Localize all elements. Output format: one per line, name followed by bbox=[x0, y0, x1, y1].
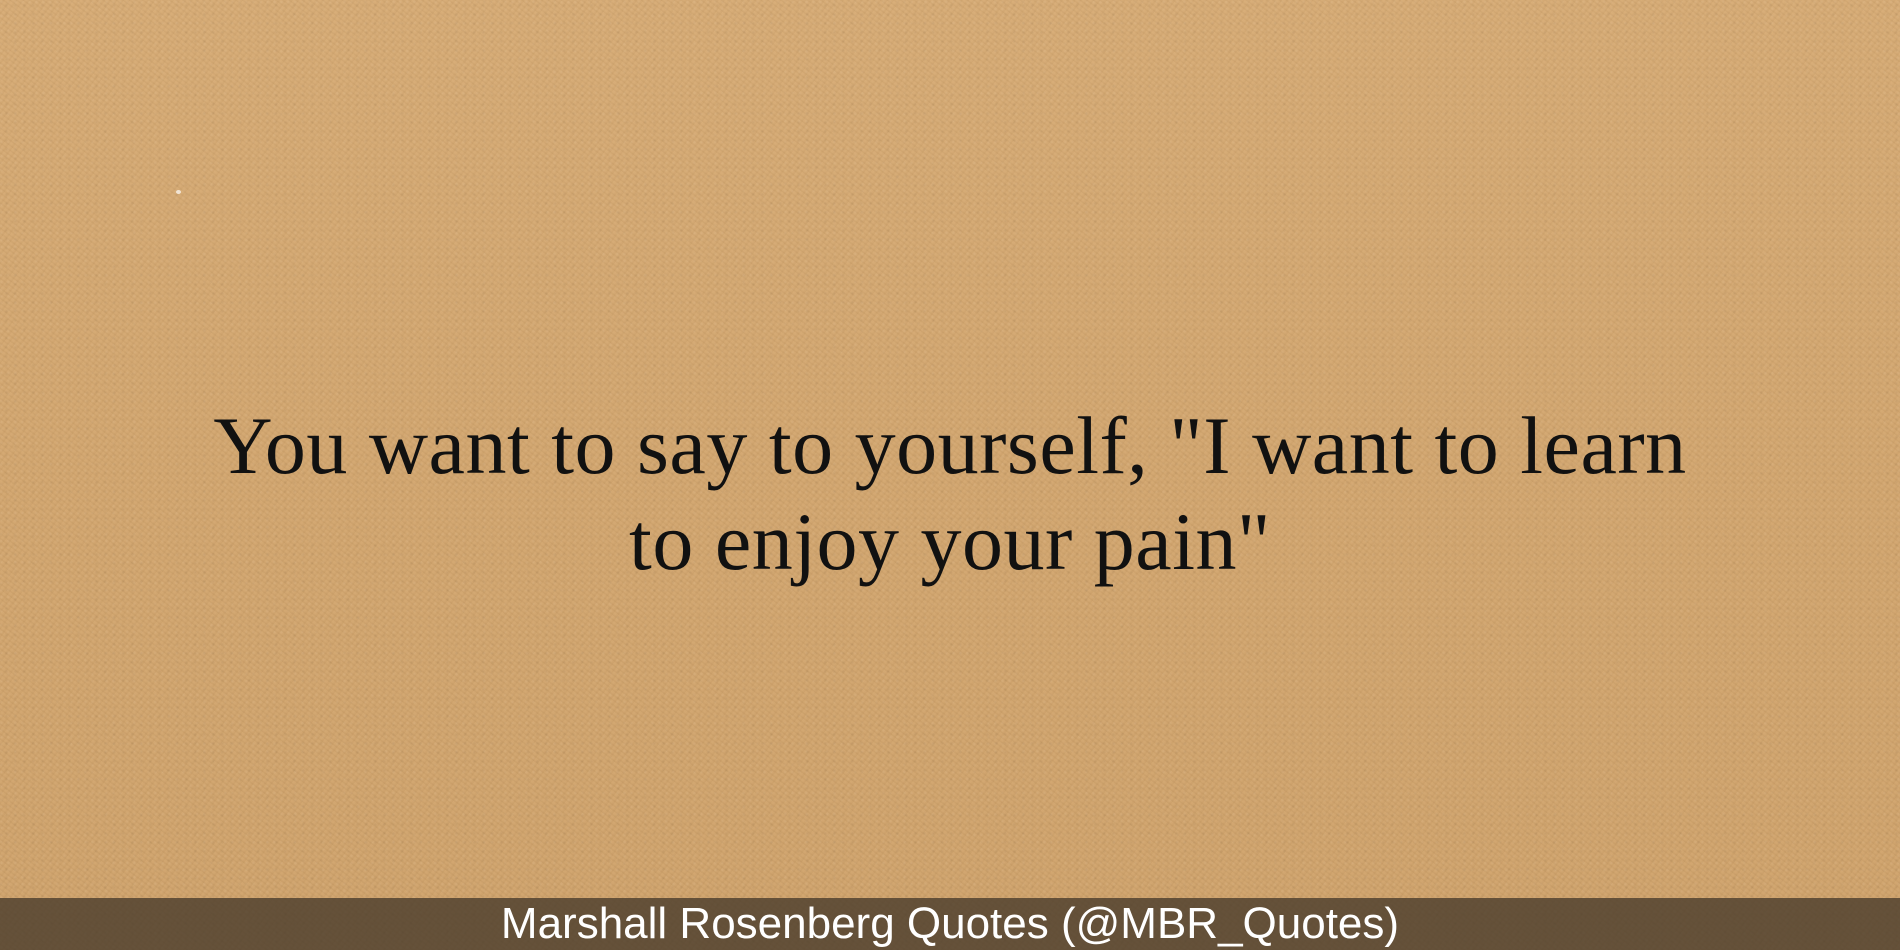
quote-text: You want to say to yourself, "I want to learn to enjoy your pain" bbox=[213, 400, 1687, 587]
attribution-text: Marshall Rosenberg Quotes (@MBR_Quotes) bbox=[500, 899, 1400, 948]
paper-speck bbox=[176, 190, 181, 194]
